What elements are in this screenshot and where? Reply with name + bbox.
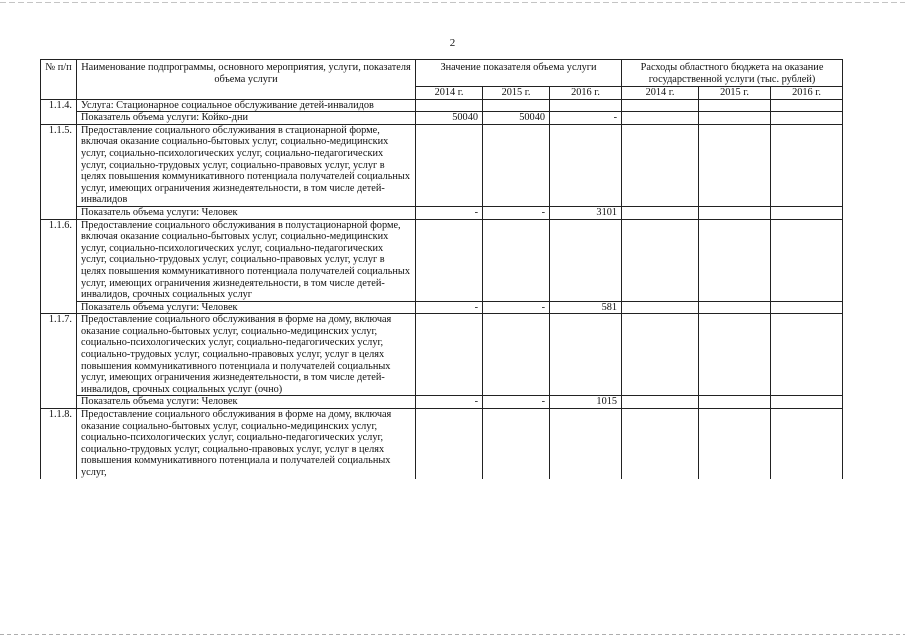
table-row [41,99,843,112]
service-name: Услуга: Стационарное социальное обслуживание детей-инвалидов [77,99,416,112]
row-code: 1.1.5. [41,124,77,219]
value-2014: - [416,206,483,219]
service-name: Предоставление социального обслуживания в полустационарной форме, включая оказание социально-бытовых услуг, социально-медицинских услуг, социально-психологических услуг, социально-педагогических услуг, социально-трудовых услуг, социально-правовых услуг, услуг в целях повышения коммуникативного потенциала получателей социальных услуг, имеющих ограничения жизнедеятельности, в том числе детей-инвалидов, срочных социальных услуг [77,219,416,301]
value-2016: 1015 [550,396,622,409]
row-code: 1.1.4. [41,99,77,124]
value-2015: - [483,301,550,314]
indicator-label: Показатель объема услуги: Человек [77,396,416,409]
header-expense-group: Расходы областного бюджета на оказание государственной услуги (тыс. рублей) [622,60,843,87]
header-year: 2015 г. [483,87,550,100]
header-name: Наименование подпрограммы, основного мероприятия, услуги, показателя объема услуги [77,60,416,100]
value-2016: 581 [550,301,622,314]
value-2016: - [550,112,622,125]
row-code: 1.1.6. [41,219,77,314]
row-code: 1.1.8. [41,409,77,479]
header-indicator-group: Значение показателя объема услуги [416,60,622,87]
header-year: 2016 г. [550,87,622,100]
table-row [41,409,843,479]
service-name: Предоставление социального обслуживания в стационарной форме, включая оказание социально-бытовых услуг, социально-медицинских услуг, социально-психологических услуг, социально-педагогических услуг, социально-трудовых услуг, социально-правовых услуг, услуг в целях повышения коммуникативного потенциала получателей социальных услуг, имеющих ограничения жизнедеятельности, в том числе детей-инвалидов [77,124,416,206]
header-year: 2014 г. [622,87,699,100]
scan-edge-bottom [0,634,905,635]
header-year: 2015 г. [699,87,771,100]
row-code: 1.1.7. [41,314,77,409]
value-2015: - [483,206,550,219]
service-name: Предоставление социального обслуживания в форме на дому, включая оказание социально-бытовых услуг, социально-медицинских услуг, социально-психологических услуг, социально-педагогических услуг, социально-трудовых услуг, социально-правовых услуг, услуг в целях повышения коммуникативного потенциала и получателей социальных услуг, [77,409,416,479]
table-row [41,314,843,396]
scan-edge-top [0,2,905,3]
indicator-label: Показатель объема услуги: Человек [77,206,416,219]
table-row [41,219,843,301]
table-row [41,206,843,219]
services-table [40,59,843,479]
value-2014: - [416,396,483,409]
table-row [41,301,843,314]
value-2014: 50040 [416,112,483,125]
value-2015: 50040 [483,112,550,125]
header-row-main [41,60,843,87]
page-number: 2 [449,37,456,49]
value-2016: 3101 [550,206,622,219]
table-row [41,112,843,125]
header-year: 2014 г. [416,87,483,100]
header-year: 2016 г. [771,87,843,100]
value-2014: - [416,301,483,314]
indicator-label: Показатель объема услуги: Койко-дни [77,112,416,125]
table-row [41,124,843,206]
value-2015: - [483,396,550,409]
table-row [41,396,843,409]
header-number: № п/п [41,60,77,100]
service-name: Предоставление социального обслуживания в форме на дому, включая оказание социально-бытовых услуг, социально-медицинских услуг, социально-психологических услуг, социально-педагогических услуг, социально-трудовых услуг, социально-правовых услуг, услуг в целях повышения коммуникативного потенциала и получателей социальных услуг, имеющих ограничения жизнедеятельности, в том числе детей-инвалидов, срочных социальных услуг (очно) [77,314,416,396]
indicator-label: Показатель объема услуги: Человек [77,301,416,314]
